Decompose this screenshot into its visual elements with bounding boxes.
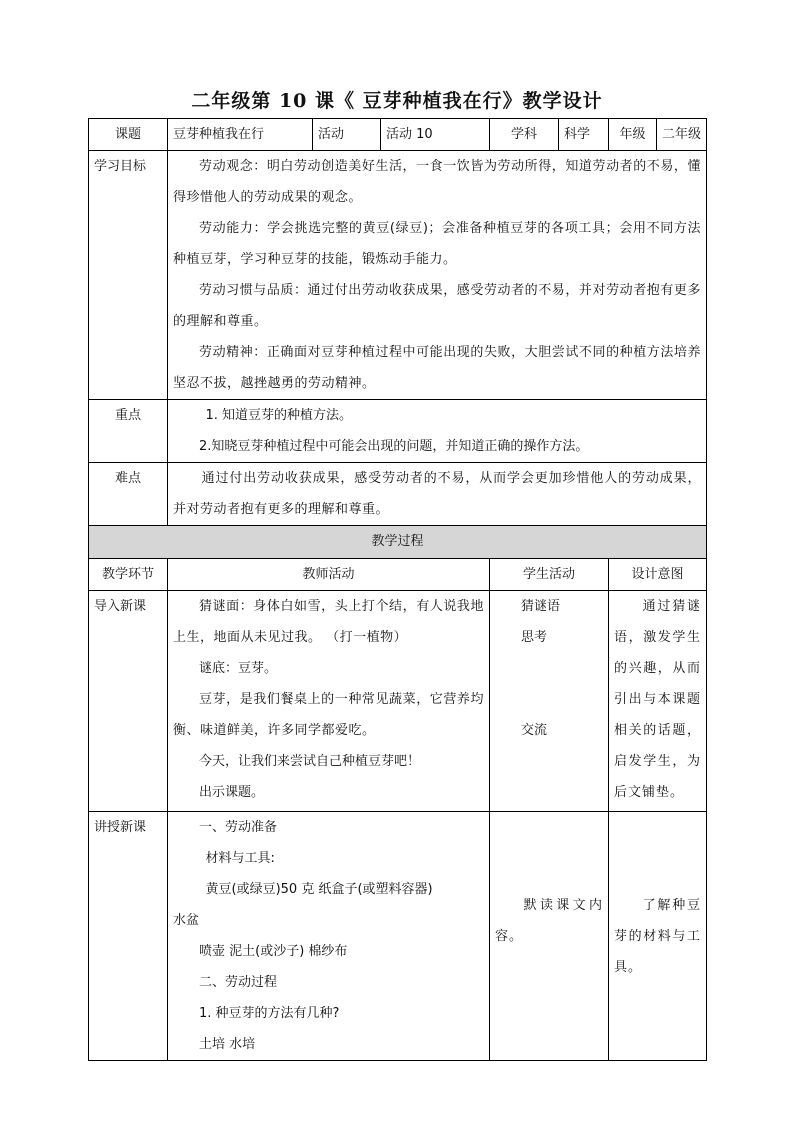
topic-value: 豆芽种植我在行 (168, 119, 313, 151)
goal-paragraph: 劳动精神：正确面对豆芽种植过程中可能出现的失败，大胆尝试不同的种植方法培养坚忍不拔，越挫越勇的劳动精神。 (173, 345, 701, 391)
topic-label: 课题 (89, 119, 168, 151)
goal-paragraph: 劳动能力：学会挑选完整的黄豆(绿豆)；会准备种植豆芽的各项工具；会用不同方法种植豆芽，学习种豆芽的技能，锻炼动手能力。 (173, 221, 701, 267)
teach-student (490, 812, 609, 1061)
key-point-line: 2.知晓豆芽种植过程中可能会出现的问题，并知道正确的操作方法。 (199, 439, 589, 454)
type-label: 活动 (313, 119, 381, 151)
key-point-line: 1. 知道豆芽的种植方法。 (205, 408, 353, 423)
teacher-line: 材料与工具: (205, 851, 275, 866)
goals-content (168, 151, 707, 400)
process-title-row (89, 526, 707, 559)
intro-stage: 导入新课 (89, 591, 168, 812)
teacher-line: 豆芽，是我们餐桌上的一种常见蔬菜，它营养均衡、味道鲜美，许多同学都爱吃。 (173, 692, 484, 738)
teacher-line: 喷壶 泥土(或沙子) 棉纱布 (199, 944, 348, 959)
subject-value: 科学 (559, 119, 609, 151)
intro-student (490, 591, 609, 812)
difficulties-row (89, 463, 707, 526)
teacher-line: 猜谜面：身体白如雪，头上打个结，有人说我地上生，地面从未见过我。 （打一植物） (173, 599, 484, 645)
col-teacher: 教师活动 (168, 559, 490, 591)
teacher-line: 一、劳动准备 (199, 820, 278, 835)
key-points-label: 重点 (89, 400, 168, 463)
col-student: 学生活动 (490, 559, 609, 591)
process-header-row (89, 559, 707, 591)
student-text: 默读课文内容。 (495, 898, 603, 944)
process-title: 教学过程 (89, 526, 707, 559)
intro-teacher (168, 591, 490, 812)
teacher-line: 二、劳动过程 (199, 975, 278, 990)
teach-intent (609, 812, 707, 1061)
teacher-line: 1. 种豆芽的方法有几种? (199, 1006, 340, 1021)
teacher-line: 黄豆(或绿豆)50 克 纸盒子(或塑料容器) (205, 882, 433, 897)
subject-label: 学科 (490, 119, 559, 151)
teach-stage: 讲授新课 (89, 812, 168, 1061)
teacher-line: 水盆 (173, 913, 200, 928)
lesson-plan-table (88, 118, 707, 1061)
teach-row (89, 812, 707, 1061)
page-title: 二年级第 10 课《 豆芽种植我在行》教学设计 (191, 90, 603, 112)
header-row (89, 119, 707, 151)
intro-intent (609, 591, 707, 812)
goal-paragraph: 劳动观念：明白劳动创造美好生活，一食一饮皆为劳动所得，知道劳动者的不易，懂得珍惜他人的劳动成果的观念。 (173, 159, 701, 205)
grade-label: 年级 (609, 119, 657, 151)
grade-value: 二年级 (657, 119, 707, 151)
student-line: 交流 (521, 723, 548, 738)
teacher-line: 今天，让我们来尝试自己种植豆芽吧！ (199, 754, 421, 769)
key-points-content (168, 400, 707, 463)
key-points-row (89, 400, 707, 463)
student-line: 猜谜语 (521, 599, 561, 614)
difficulties-label: 难点 (89, 463, 168, 526)
difficulties-text: 通过付出劳动收获成果，感受劳动者的不易，从而学会更加珍惜他人的劳动成果，并对劳动者抱有更多的理解和尊重。 (173, 471, 701, 517)
intent-text: 通过猜谜语，激发学生的兴趣，从而引出与本课题相关的话题，启发学生，为后文铺垫。 (614, 599, 701, 800)
teacher-line: 谜底：豆芽。 (199, 661, 278, 676)
teacher-line: 土培 水培 (199, 1037, 256, 1052)
goals-label: 学习目标 (89, 151, 168, 400)
difficulties-content (168, 463, 707, 526)
col-intent: 设计意图 (609, 559, 707, 591)
intent-text: 了解种豆芽的材料与工具。 (614, 898, 701, 975)
teach-teacher (168, 812, 490, 1061)
lesson-label: 活动 10 (381, 119, 490, 151)
student-line: 思考 (521, 630, 548, 645)
col-stage: 教学环节 (89, 559, 168, 591)
intro-row (89, 591, 707, 812)
goal-paragraph: 劳动习惯与品质：通过付出劳动收获成果，感受劳动者的不易，并对劳动者抱有更多的理解和尊重。 (173, 283, 701, 329)
goals-row (89, 151, 707, 400)
teacher-line: 出示课题。 (199, 785, 265, 800)
